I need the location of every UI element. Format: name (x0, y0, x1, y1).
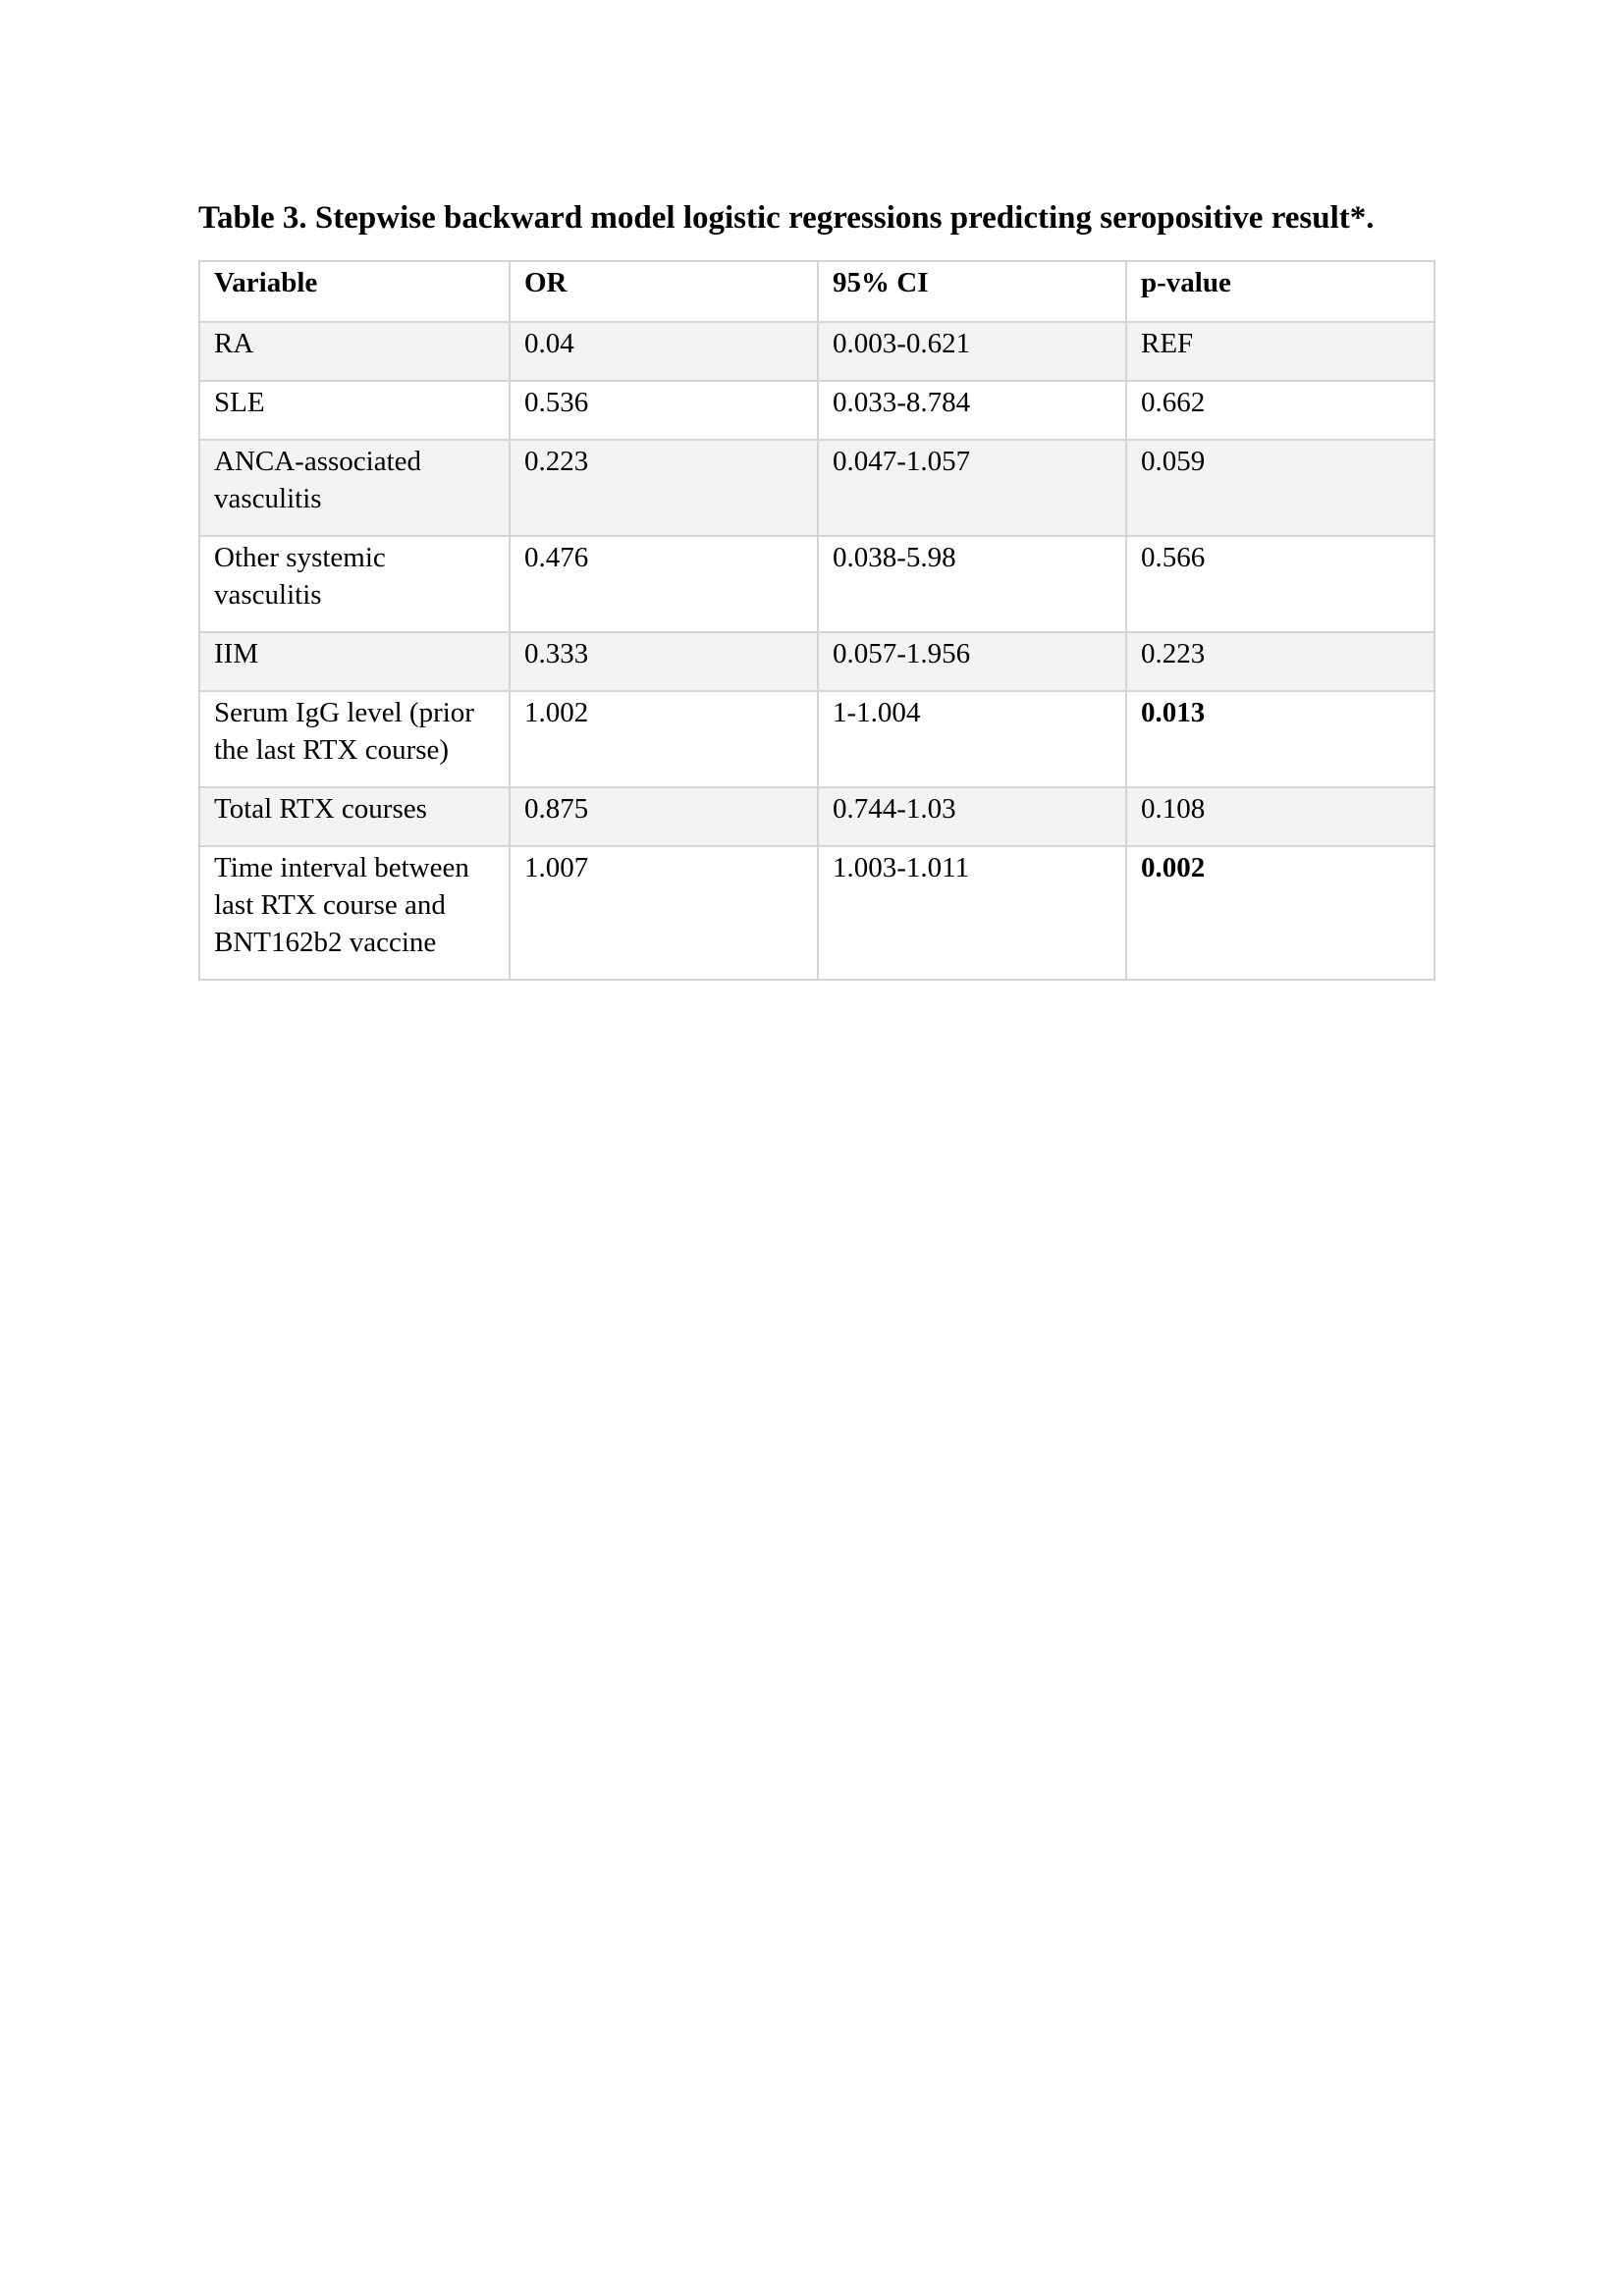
cell-ci: 1.003-1.011 (818, 846, 1126, 980)
cell-variable: Serum IgG level (prior the last RTX course) (199, 691, 510, 787)
table-title: Table 3. Stepwise backward model logistic regressions predicting seropositive result*. (198, 200, 1375, 236)
cell-p-value: 0.566 (1126, 536, 1434, 632)
regression-table (198, 260, 1435, 981)
table-row (199, 536, 1434, 632)
header-ci: 95% CI (818, 261, 1126, 322)
cell-or: 0.223 (510, 440, 818, 536)
cell-variable: Time interval between last RTX course and BNT162b2 vaccine (199, 846, 510, 980)
cell-p-value: 0.013 (1126, 691, 1434, 787)
table-row (199, 846, 1434, 980)
cell-variable: SLE (199, 381, 510, 440)
cell-p-value: 0.662 (1126, 381, 1434, 440)
cell-variable: ANCA-associated vasculitis (199, 440, 510, 536)
header-variable: Variable (199, 261, 510, 322)
cell-ci: 0.003-0.621 (818, 322, 1126, 381)
cell-p-value: 0.059 (1126, 440, 1434, 536)
cell-ci: 0.744-1.03 (818, 787, 1126, 846)
cell-p-value: 0.223 (1126, 632, 1434, 691)
cell-or: 0.875 (510, 787, 818, 846)
table-row (199, 691, 1434, 787)
cell-ci: 0.047-1.057 (818, 440, 1126, 536)
cell-ci: 0.057-1.956 (818, 632, 1126, 691)
cell-ci: 0.033-8.784 (818, 381, 1126, 440)
cell-variable: Other systemic vasculitis (199, 536, 510, 632)
cell-p-value: REF (1126, 322, 1434, 381)
cell-or: 1.007 (510, 846, 818, 980)
cell-or: 0.536 (510, 381, 818, 440)
header-or: OR (510, 261, 818, 322)
cell-variable: Total RTX courses (199, 787, 510, 846)
table-row (199, 322, 1434, 381)
header-p-value: p-value (1126, 261, 1434, 322)
cell-or: 0.476 (510, 536, 818, 632)
cell-ci: 0.038-5.98 (818, 536, 1126, 632)
table-row (199, 632, 1434, 691)
cell-or: 1.002 (510, 691, 818, 787)
cell-or: 0.333 (510, 632, 818, 691)
table-row (199, 381, 1434, 440)
table-header-row (199, 261, 1434, 322)
cell-p-value: 0.108 (1126, 787, 1434, 846)
cell-variable: RA (199, 322, 510, 381)
cell-ci: 1-1.004 (818, 691, 1126, 787)
cell-variable: IIM (199, 632, 510, 691)
table-row (199, 440, 1434, 536)
table-row (199, 787, 1434, 846)
cell-or: 0.04 (510, 322, 818, 381)
cell-p-value: 0.002 (1126, 846, 1434, 980)
